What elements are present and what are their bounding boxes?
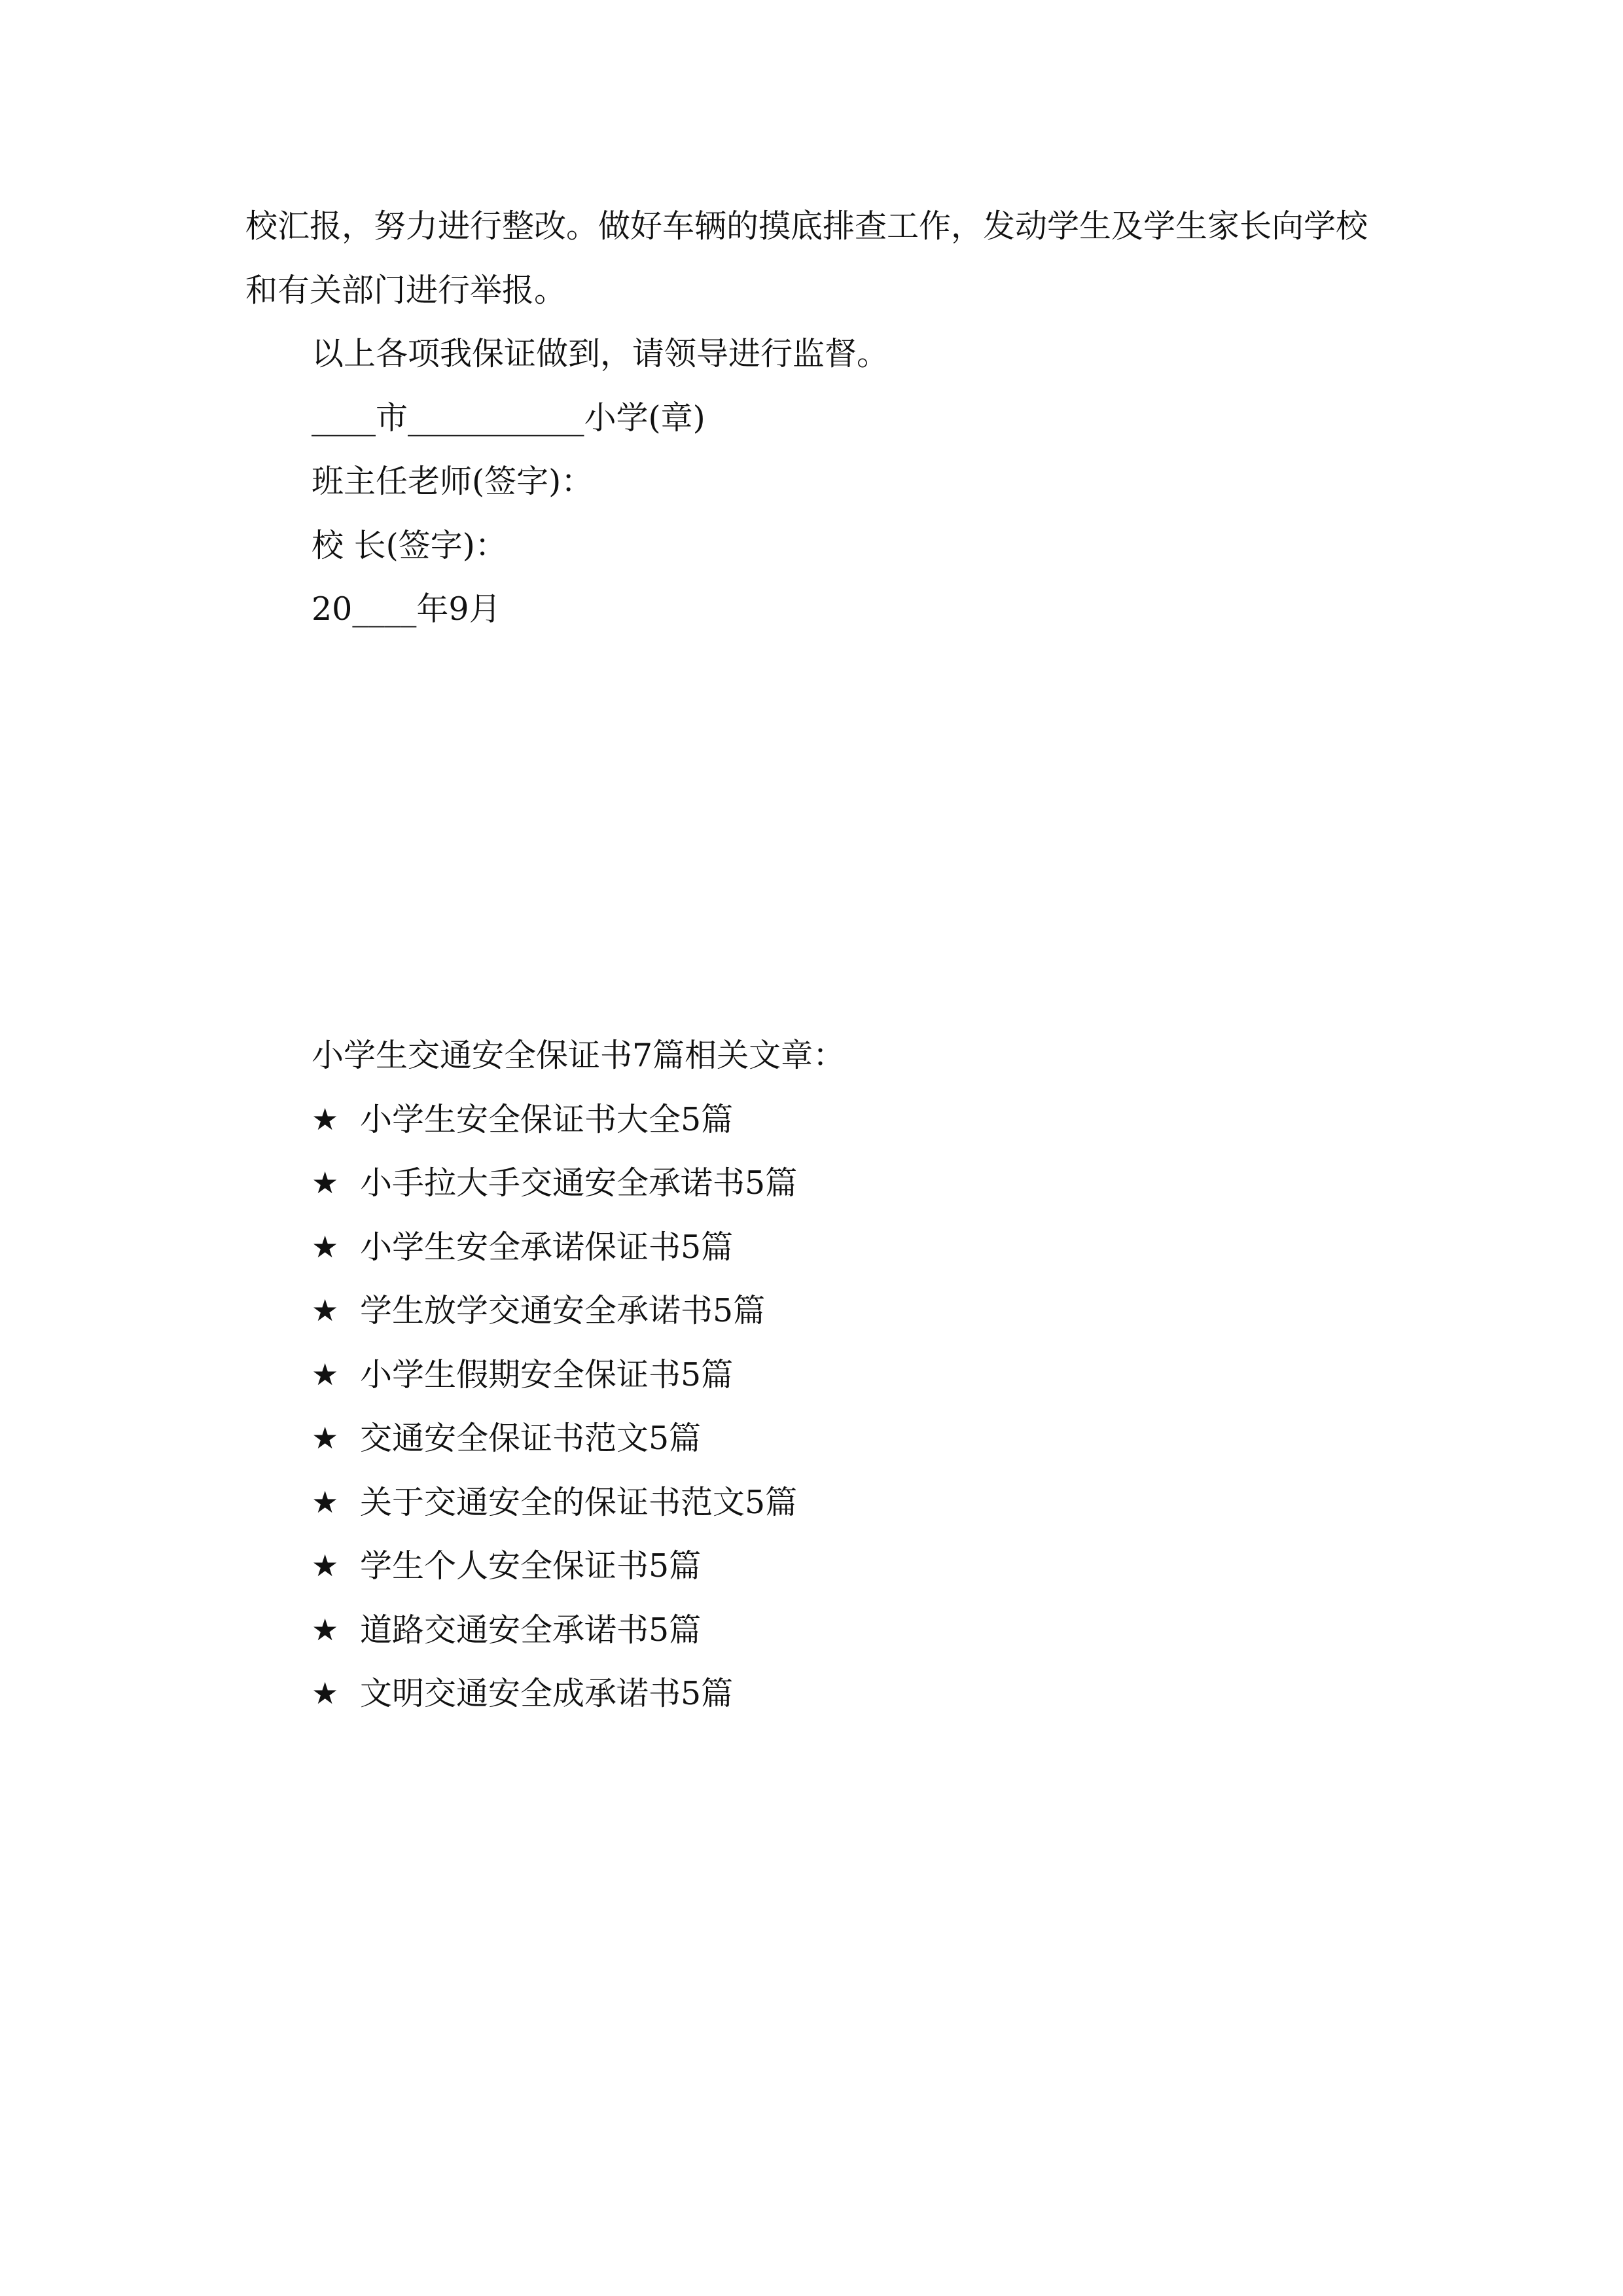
related-article-item (312, 1662, 1398, 1726)
star-icon: ★ (312, 1293, 339, 1328)
paragraph-line: 校汇报，努力进行整改。做好车辆的摸底排查工作，发动学生及学生家长向学校 (245, 207, 1368, 245)
related-article-item (312, 1534, 1398, 1598)
related-article-title: 小学生假期安全保证书5篇 (360, 1355, 734, 1393)
related-article-title: 道路交通安全承诺书5篇 (360, 1611, 702, 1649)
principal-signature-line: 校 长(签字)： (312, 526, 507, 564)
related-article-item (312, 1151, 1398, 1215)
related-article-item (312, 1279, 1398, 1343)
related-article-title: 关于交通安全的保证书范文5篇 (360, 1483, 798, 1521)
related-article-title: 文明交通安全成承诺书5篇 (360, 1675, 734, 1712)
related-article-item (312, 1598, 1398, 1662)
related-article-title: 学生个人安全保证书5篇 (360, 1547, 702, 1585)
related-article-item (312, 1343, 1398, 1407)
related-article-item (312, 1471, 1398, 1535)
related-article-title: 小学生安全保证书大全5篇 (360, 1100, 734, 1138)
related-articles-heading: 小学生交通安全保证书7篇相关文章： (312, 1037, 846, 1074)
star-icon: ★ (312, 1484, 339, 1520)
related-article-item (312, 1407, 1398, 1471)
star-icon: ★ (312, 1165, 339, 1200)
teacher-signature-line: 班主任老师(签字)： (312, 463, 594, 500)
letter-body (245, 194, 1397, 641)
star-icon: ★ (312, 1101, 339, 1137)
paragraph-line: 和有关部门进行举报。 (245, 271, 567, 309)
related-article-item (312, 1088, 1398, 1152)
pledge-statement: 以上各项我保证做到，请领导进行监督。 (312, 335, 889, 372)
star-icon: ★ (312, 1420, 339, 1456)
related-article-item (312, 1215, 1398, 1280)
date-line: 20____年9月 (312, 590, 501, 628)
star-icon: ★ (312, 1356, 339, 1392)
school-seal-line: ____市___________小学(章) (312, 399, 705, 437)
star-icon: ★ (312, 1229, 339, 1265)
related-article-title: 小学生安全承诺保证书5篇 (360, 1228, 734, 1266)
related-article-title: 交通安全保证书范文5篇 (360, 1420, 702, 1457)
related-article-title: 小手拉大手交通安全承诺书5篇 (360, 1164, 798, 1202)
star-icon: ★ (312, 1611, 339, 1647)
star-icon: ★ (312, 1676, 339, 1711)
related-article-title: 学生放学交通安全承诺书5篇 (360, 1292, 766, 1329)
related-articles (312, 1024, 1398, 1726)
star-icon: ★ (312, 1548, 339, 1583)
